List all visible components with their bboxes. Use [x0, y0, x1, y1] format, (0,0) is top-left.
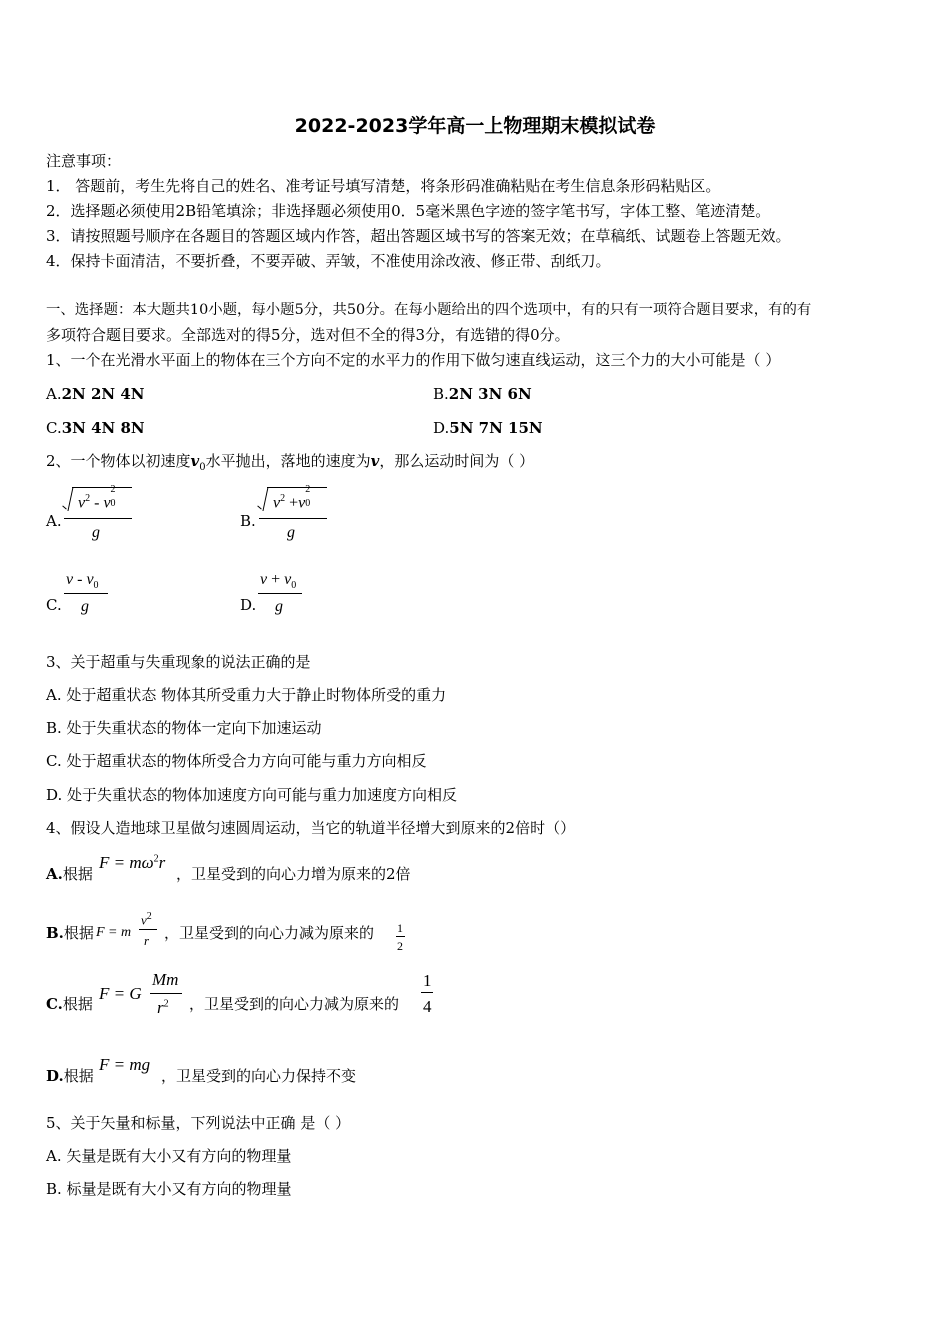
numerator: 1 [423, 971, 432, 990]
option-label: D. [46, 1067, 64, 1085]
question-4-option-c-text: ，卫星受到的向心力减为原来的 [189, 995, 400, 1013]
formula-text: F = mω [99, 853, 154, 872]
var-r: r [144, 933, 150, 948]
denominator: 4 [423, 997, 432, 1016]
question-5-option-b: B. 标量是既有大小又有方向的物理量 [46, 1180, 292, 1198]
option-text: 3N 4N 8N [61, 419, 145, 437]
var-v0: v [298, 494, 306, 512]
sup-2: 2 [146, 911, 152, 922]
numerator-Mm: Mm [152, 970, 179, 989]
option-text: 根据 [62, 865, 93, 883]
question-2-option-a-label: A. [46, 512, 62, 530]
notice-item: 4．保持卡面清洁，不要折叠，不要弄破、弄皱，不准使用涂改液、修正带、刮纸刀。 [46, 252, 611, 270]
question-2-option-d-label: D. [240, 596, 257, 614]
option-text: 根据 [62, 995, 93, 1013]
sup-2: 2 [153, 853, 159, 865]
question-5-stem: 5、关于矢量和标量，下列说法中正确 是（ ） [46, 1114, 351, 1132]
notice-item: 3．请按照题号顺序在各题目的答题区域内作答，超出答题区域书写的答案无效；在草稿纸、试题卷上答题无效。 [46, 227, 791, 245]
question-3-stem: 3、关于超重与失重现象的说法正确的是 [46, 653, 311, 671]
option-label: B. [46, 924, 64, 942]
var-v: v [141, 912, 147, 928]
question-3-option-a: A. 处于超重状态 物体其所受重力大于静止时物体所受的重力 [46, 686, 447, 704]
question-3-option-b: B. 处于失重状态的物体一定向下加速运动 [46, 719, 322, 737]
question-1-option-a [46, 387, 145, 402]
variable-v: v [190, 452, 200, 470]
sup-2: 2 [85, 493, 91, 504]
question-1-option-b [433, 387, 532, 402]
question-1-stem: 1、一个在光滑水平面上的物体在三个方向不定的水平力的作用下做匀速直线运动，这三个力的大小可能是（ ） [46, 351, 781, 369]
question-3-option-c: C. 处于超重状态的物体所受合力方向可能与重力方向相反 [46, 752, 427, 770]
stem-text: 水平抛出，落地的速度为 [205, 452, 371, 470]
var-g: g [92, 524, 100, 541]
variable-v: v [370, 452, 380, 470]
var-v: v [273, 494, 281, 512]
option-label: D. [433, 419, 450, 437]
option-label: C. [46, 419, 62, 437]
question-2-option-c-label: C. [46, 596, 62, 614]
sup-2: 2 [280, 493, 286, 504]
sup-2: 2 [163, 998, 169, 1010]
question-4-option-b-text: ，卫星受到的向心力减为原来的 [164, 924, 375, 942]
sub-0: 0 [305, 498, 311, 510]
question-5-option-a: A. 矢量是既有大小又有方向的物理量 [46, 1147, 292, 1165]
option-text: 5N 7N 15N [449, 419, 543, 437]
question-4-option-b [46, 926, 94, 941]
question-4-option-c [46, 997, 93, 1012]
formula-text: F = G [99, 984, 142, 1003]
numerator: 1 [397, 921, 403, 935]
question-2-stem [46, 454, 534, 473]
notice-heading: 注意事项： [46, 152, 122, 170]
question-1-option-d [433, 421, 543, 436]
sup-2: 2 [305, 484, 311, 496]
formula-centripetal-omega [99, 853, 165, 873]
question-4-option-a-text: ，卫星受到的向心力增为原来的2倍 [176, 865, 411, 883]
section-instructions-line2: 多项符合题目要求。全部选对的得5分，选对但不全的得3分，有选错的得0分。 [46, 326, 570, 344]
plus-sign: + [271, 571, 281, 588]
notice-item: 2．选择题必须使用2B铅笔填涂；非选择题必须使用0．5毫米黑色字迹的签字笔书写，字体工整、笔迹清楚。 [46, 202, 771, 220]
var-r: r [157, 998, 164, 1017]
var-r: r [158, 853, 166, 872]
var-v0: v [284, 571, 292, 588]
question-4-stem: 4、假设人造地球卫星做匀速圆周运动，当它的轨道半径增大到原来的2倍时（） [46, 819, 576, 837]
minus-sign: - [94, 494, 100, 512]
var-v: v [78, 494, 86, 512]
option-label: C. [46, 995, 63, 1013]
section-instructions-line1: 一、选择题：本大题共10小题，每小题5分，共50分。在每小题给出的四个选项中，有的只有一项符合题目要求，有的有 [46, 302, 812, 318]
var-g: g [81, 598, 89, 615]
sub-0: 0 [291, 580, 297, 592]
option-text: 根据 [63, 1067, 94, 1085]
sub-0: 0 [93, 580, 99, 592]
question-2-option-b-label: B. [240, 512, 256, 530]
stem-text: 2、一个物体以初速度 [46, 452, 191, 470]
question-4-option-a [46, 867, 93, 882]
denominator: 2 [397, 939, 403, 953]
option-label: A. [46, 865, 63, 883]
sup-2: 2 [110, 484, 116, 496]
option-label: A. [46, 385, 62, 403]
plus-sign: + [289, 494, 299, 512]
option-text: 2N 2N 4N [61, 385, 145, 403]
var-g: g [287, 524, 295, 541]
sub-0: 0 [110, 498, 116, 510]
notice-item: 1． 答题前，考生先将自己的姓名、准考证号填写清楚，将条形码准确粘贴在考生信息条形码粘贴区。 [46, 177, 721, 195]
var-g: g [275, 598, 283, 615]
stem-text: ，那么运动时间为（ ） [379, 452, 535, 470]
question-1-option-c [46, 421, 145, 436]
option-label: B. [433, 385, 449, 403]
formula-text: F = m [96, 925, 132, 940]
question-3-option-d: D. 处于失重状态的物体加速度方向可能与重力加速度方向相反 [46, 786, 458, 804]
question-4-option-d [46, 1069, 94, 1084]
var-v: v [66, 571, 74, 588]
minus-sign: - [77, 571, 83, 588]
question-4-option-d-text: ，卫星受到的向心力保持不变 [161, 1067, 357, 1085]
option-text: 根据 [63, 924, 94, 942]
formula-gravity: F = mg [99, 1055, 151, 1074]
option-text: 2N 3N 6N [448, 385, 532, 403]
page-title: 2022-2023学年高一上物理期末模拟试卷 [294, 115, 656, 137]
var-v0: v [103, 494, 111, 512]
subscript: 0 [199, 462, 206, 473]
var-v: v [260, 571, 268, 588]
var-v0: v [86, 571, 94, 588]
